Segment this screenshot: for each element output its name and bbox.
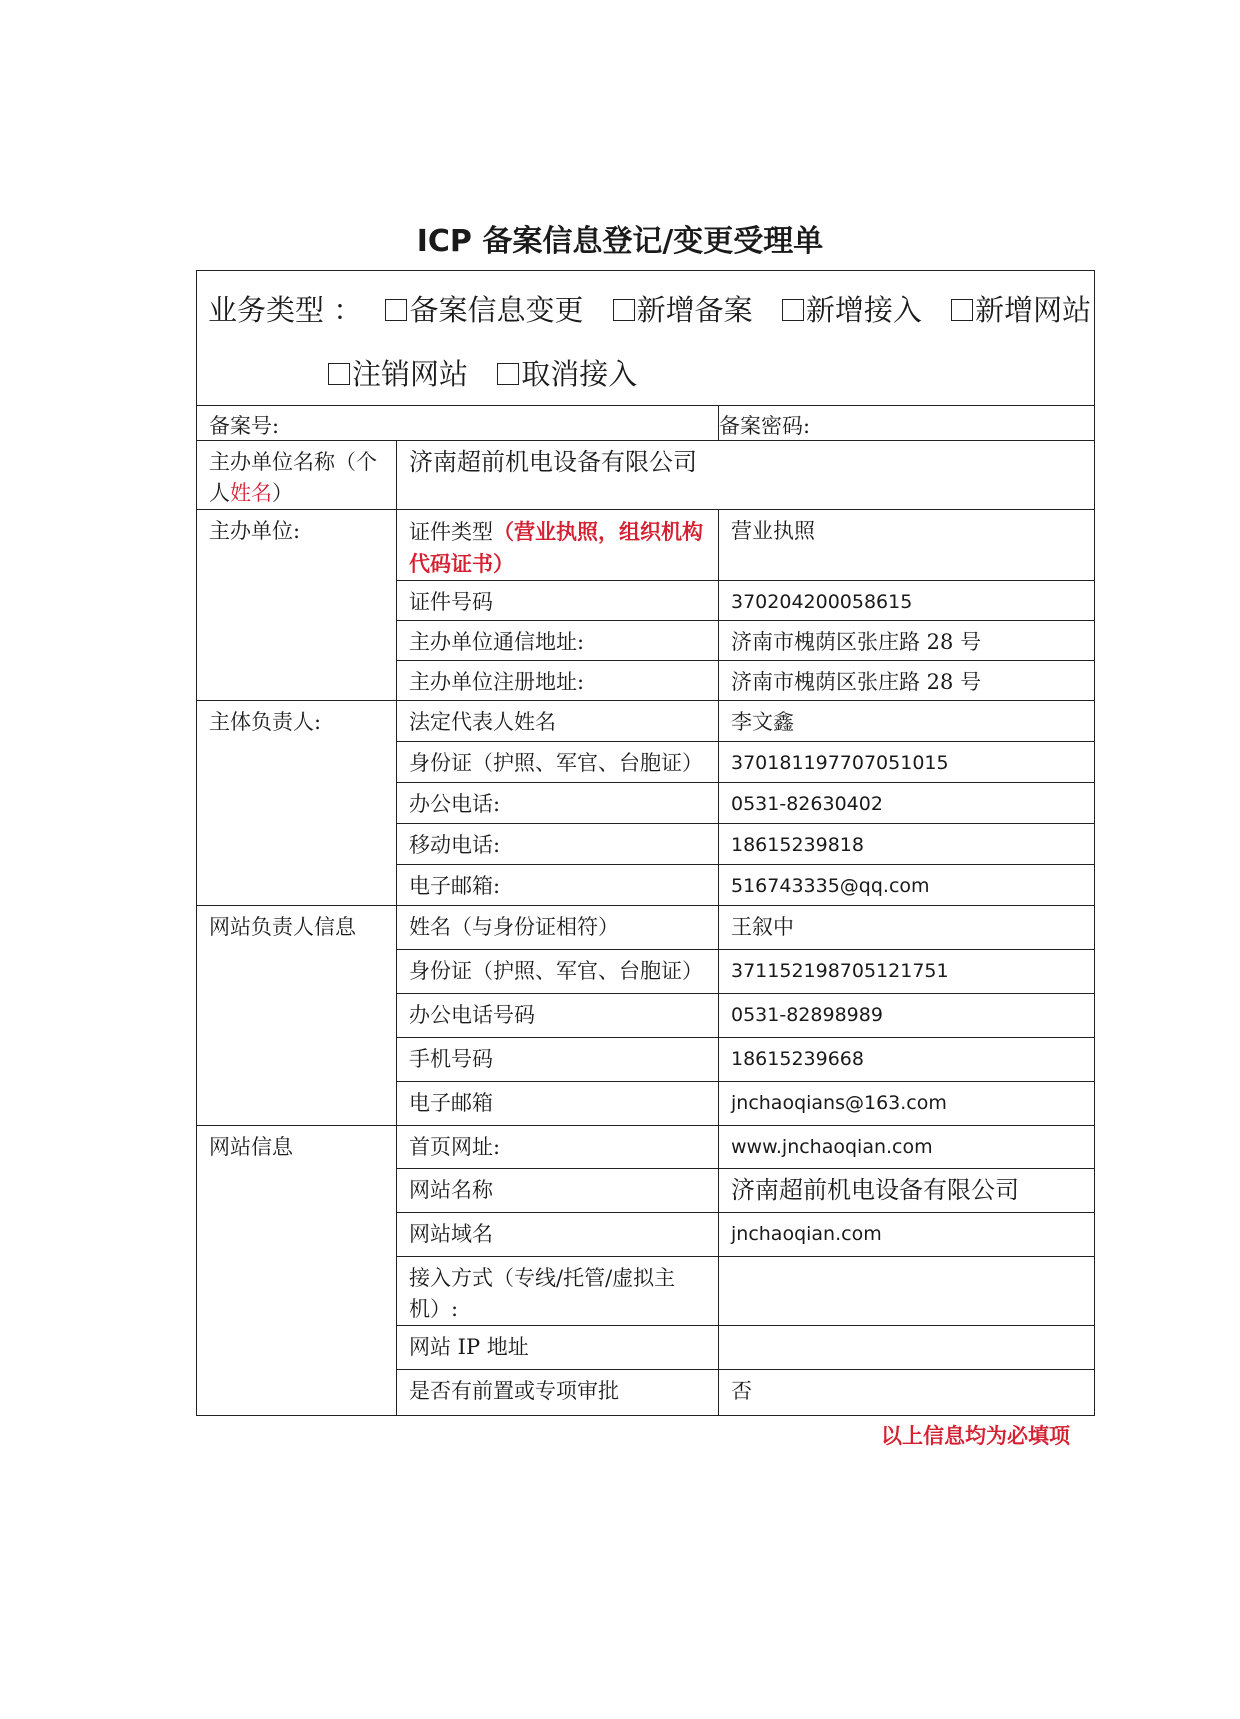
icp-form-table bbox=[196, 270, 1095, 1416]
site-owner-row-value: 王叙中 bbox=[719, 906, 1095, 949]
business-type-line-1 bbox=[208, 288, 1091, 329]
site-owner-section-label: 网站负责人信息 bbox=[197, 906, 397, 1125]
website-row-value: 否 bbox=[719, 1369, 1095, 1415]
record-number-cell bbox=[197, 406, 719, 441]
option-new-access[interactable]: 新增接入 bbox=[782, 288, 922, 329]
principal-row-label: 办公电话: bbox=[397, 783, 719, 824]
checkbox-icon[interactable] bbox=[951, 299, 973, 321]
site-owner-row-label: 手机号码 bbox=[397, 1037, 719, 1081]
site-owner-row-value: jnchaoqians@163.com bbox=[719, 1081, 1095, 1125]
site-owner-row-label: 身份证（护照、军官、台胞证） bbox=[397, 949, 719, 993]
website-row-value bbox=[719, 1256, 1095, 1325]
website-row-label: 是否有前置或专项审批 bbox=[397, 1369, 719, 1415]
option-cancel-access[interactable]: 取消接入 bbox=[497, 352, 637, 393]
sponsor-section-label: 主办单位: bbox=[197, 510, 397, 701]
checkbox-icon[interactable] bbox=[328, 363, 350, 385]
checkbox-icon[interactable] bbox=[613, 299, 635, 321]
business-type-line-2 bbox=[328, 352, 657, 393]
business-type-label: 业务类型 ： bbox=[208, 293, 363, 327]
website-row-value bbox=[719, 1325, 1095, 1369]
checkbox-icon[interactable] bbox=[782, 299, 804, 321]
form-title: ICP 备案信息登记/变更受理单 bbox=[416, 224, 824, 259]
record-password-label: 备案密码: bbox=[719, 414, 811, 439]
principal-row-label: 法定代表人姓名 bbox=[397, 701, 719, 742]
option-new-website[interactable]: 新增网站 bbox=[951, 288, 1091, 329]
cert-no-label: 证件号码 bbox=[397, 581, 719, 621]
website-row-value: jnchaoqian.com bbox=[719, 1212, 1095, 1256]
website-row-label: 网站 IP 地址 bbox=[397, 1325, 719, 1369]
site-owner-row-label: 电子邮箱 bbox=[397, 1081, 719, 1125]
checkbox-icon[interactable] bbox=[385, 299, 407, 321]
site-owner-row-value: 371152198705121751 bbox=[719, 949, 1095, 993]
option-record-change[interactable]: 备案信息变更 bbox=[385, 288, 583, 329]
cert-type-label: 证件类型（营业执照，组织机构代码证书） bbox=[397, 510, 719, 581]
principal-section-label: 主体负责人: bbox=[197, 701, 397, 906]
website-row-value: 济南超前机电设备有限公司 bbox=[719, 1168, 1095, 1212]
sponsor-name-value: 济南超前机电设备有限公司 bbox=[397, 441, 1095, 510]
mail-address-value: 济南市槐荫区张庄路 28 号 bbox=[719, 621, 1095, 661]
site-owner-row-value: 18615239668 bbox=[719, 1037, 1095, 1081]
website-section-label: 网站信息 bbox=[197, 1125, 397, 1415]
registered-address-value: 济南市槐荫区张庄路 28 号 bbox=[719, 661, 1095, 701]
website-row-value: www.jnchaoqian.com bbox=[719, 1125, 1095, 1168]
website-row-label: 首页网址: bbox=[397, 1125, 719, 1168]
record-password-cell bbox=[719, 406, 1095, 441]
option-new-record[interactable]: 新增备案 bbox=[613, 288, 753, 329]
required-footnote: 以上信息均为必填项 bbox=[881, 1423, 1070, 1448]
principal-row-value: 370181197707051015 bbox=[719, 742, 1095, 783]
principal-row-value: 18615239818 bbox=[719, 824, 1095, 865]
principal-row-label: 电子邮箱: bbox=[397, 865, 719, 906]
cert-no-value: 370204200058615 bbox=[719, 581, 1095, 621]
website-row-label: 接入方式（专线/托管/虚拟主机）: bbox=[397, 1256, 719, 1325]
principal-row-value: 0531-82630402 bbox=[719, 783, 1095, 824]
option-cancel-website[interactable]: 注销网站 bbox=[328, 352, 468, 393]
checkbox-icon[interactable] bbox=[497, 363, 519, 385]
cert-type-value: 营业执照 bbox=[719, 510, 1095, 581]
principal-row-label: 身份证（护照、军官、台胞证） bbox=[397, 742, 719, 783]
principal-row-value: 李文鑫 bbox=[719, 701, 1095, 742]
website-row-label: 网站名称 bbox=[397, 1168, 719, 1212]
principal-row-label: 移动电话: bbox=[397, 824, 719, 865]
website-row-label: 网站域名 bbox=[397, 1212, 719, 1256]
site-owner-row-value: 0531-82898989 bbox=[719, 993, 1095, 1037]
record-number-label: 备案号: bbox=[209, 414, 280, 439]
sponsor-name-label: 主办单位名称（个人姓名） bbox=[197, 441, 397, 510]
site-owner-row-label: 姓名（与身份证相符） bbox=[397, 906, 719, 949]
principal-row-value: 516743335@qq.com bbox=[719, 865, 1095, 906]
site-owner-row-label: 办公电话号码 bbox=[397, 993, 719, 1037]
mail-address-label: 主办单位通信地址: bbox=[397, 621, 719, 661]
registered-address-label: 主办单位注册地址: bbox=[397, 661, 719, 701]
